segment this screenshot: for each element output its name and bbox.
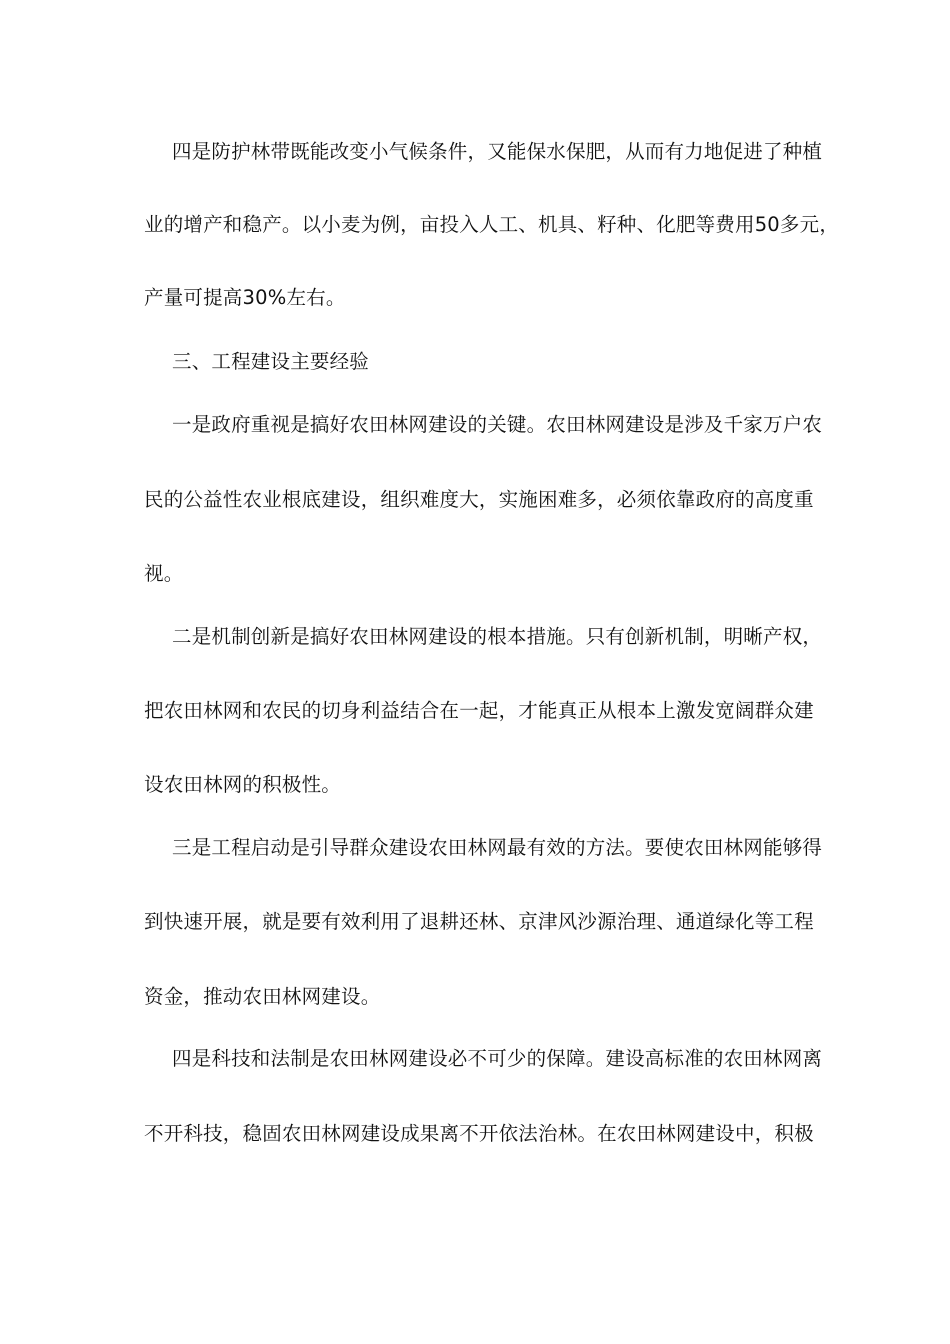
section-heading: 三、工程建设主要经验 — [172, 350, 370, 373]
text-line: 民的公益性农业根底建设，组织难度大，实施困难多，必须依靠政府的高度重 — [144, 488, 814, 511]
text-line: 业的增产和稳产。以小麦为例，亩投入人工、机具、籽种、化肥等费用50多元， — [144, 213, 840, 236]
text-line: 四是防护林带既能改变小气候条件，又能保水保肥，从而有力地促进了种植 — [172, 140, 823, 163]
text-line: 到快速开展，就是要有效利用了退耕还林、京津风沙源治理、通道绿化等工程 — [144, 910, 814, 933]
text-line: 资金，推动农田林网建设。 — [144, 985, 381, 1008]
text-line: 设农田林网的积极性。 — [144, 773, 342, 796]
text-line: 不开科技，稳固农田林网建设成果离不开依法治林。在农田林网建设中，积极 — [144, 1122, 814, 1145]
text-line: 三是工程启动是引导群众建设农田林网最有效的方法。要使农田林网能够得 — [172, 836, 823, 859]
text-line: 把农田林网和农民的切身利益结合在一起，才能真正从根本上激发宽阔群众建 — [144, 699, 814, 722]
text-line: 产量可提高30%左右。 — [144, 286, 346, 309]
text-line: 一是政府重视是搞好农田林网建设的关键。农田林网建设是涉及千家万户农 — [172, 413, 823, 436]
text-line: 二是机制创新是搞好农田林网建设的根本措施。只有创新机制，明晰产权， — [172, 625, 823, 648]
text-line: 四是科技和法制是农田林网建设必不可少的保障。建设高标准的农田林网离 — [172, 1047, 823, 1070]
text-line: 视。 — [144, 562, 184, 585]
